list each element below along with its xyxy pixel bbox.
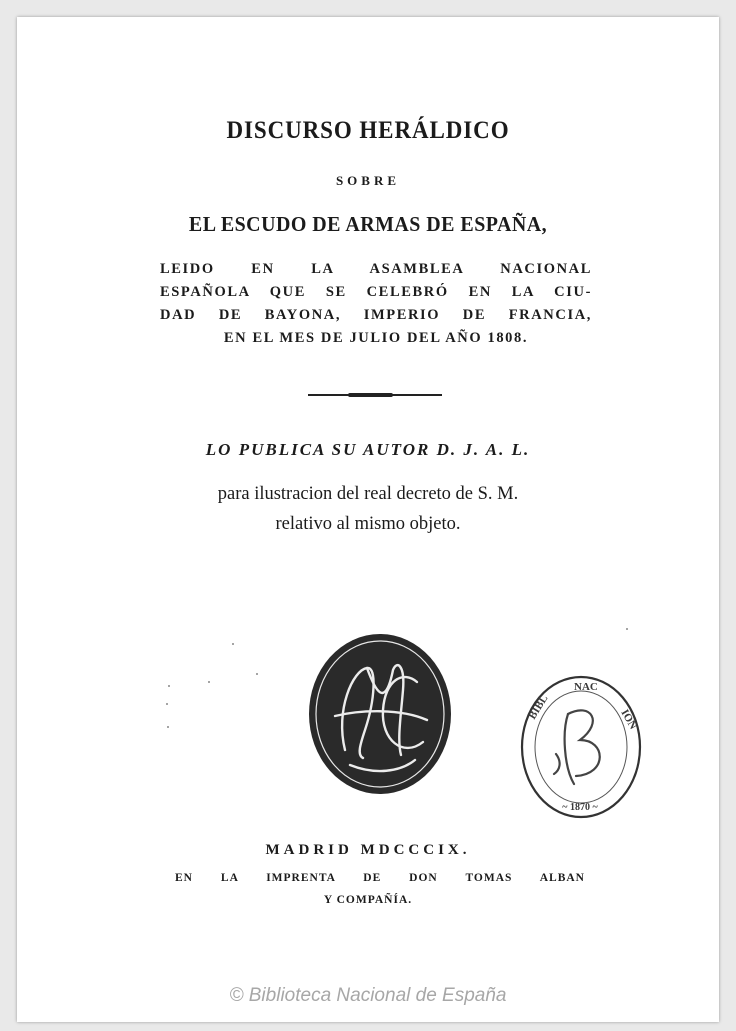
reading-line-3: DAD DE BAYONA, IMPERIO DE FRANCIA, [160,307,592,323]
illustration-line: para ilustracion del real decreto de S. M. [217,484,519,504]
svg-text:ION: ION [618,707,640,732]
svg-text:NAC: NAC [574,681,598,693]
paper-speck [167,726,169,728]
paper-speck [232,643,234,645]
reading-line-2: ESPAÑOLA QUE SE CELEBRÓ EN LA CIU- [160,284,592,300]
ornamental-rule-center [348,393,393,397]
paper-speck [208,681,210,683]
paper-speck [166,703,168,705]
library-stamp [516,672,646,822]
paper-speck [256,673,258,675]
reading-paragraph [160,258,592,350]
reading-line-4: EN EL MES DE JULIO DEL AÑO 1808. [223,330,529,346]
svg-text:BIBL: BIBL [526,692,551,722]
svg-text:~ 1870 ~: ~ 1870 ~ [562,802,598,813]
imprint-press: EN LA IMPRENTA DE DON TOMAS ALBAN [175,872,585,884]
imprint-city: MADRID MDCCCIX. [265,842,471,858]
author-line: LO PUBLICA SU AUTOR D. J. A. L. [205,440,531,459]
monogram-seal-stamp [305,630,455,798]
relativo-line: relativo al mismo objeto. [275,514,461,534]
paper-speck [168,685,170,687]
imprint-company: Y COMPAÑÍA. [323,894,413,906]
subject-line: EL ESCUDO DE ARMAS DE ESPAÑA, [188,212,548,236]
document-title: DISCURSO HERÁLDICO [226,117,510,144]
paper-speck [626,628,628,630]
sobre-line: SOBRE [335,173,401,188]
reading-line-1: LEIDO EN LA ASAMBLEA NACIONAL [160,261,592,277]
copyright-footer: © Biblioteca Nacional de España [229,985,507,1006]
